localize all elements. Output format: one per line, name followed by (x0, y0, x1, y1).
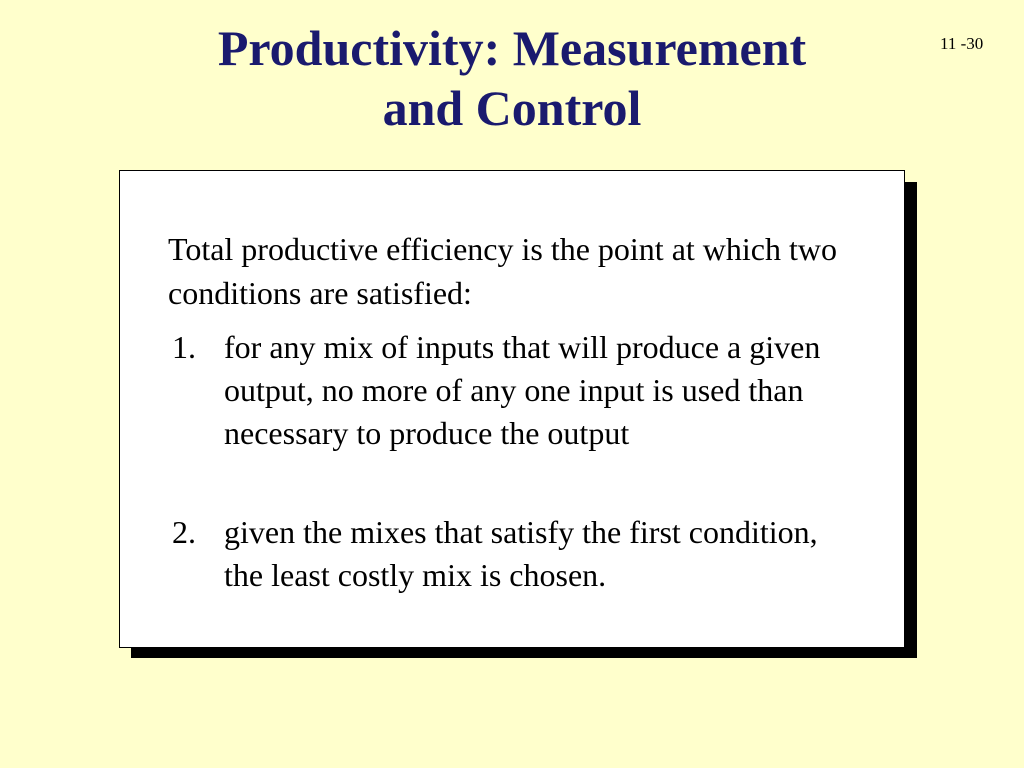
list-item-number: 2. (172, 514, 196, 550)
intro-text: Total productive efficiency is the point at which two conditions are satisfied: (168, 231, 837, 311)
list-item-text: for any mix of inputs that will produce a given output, no more of any one input is used than necessary to produce the output (224, 329, 821, 451)
slide-title (0, 18, 1024, 138)
content-box (119, 170, 905, 648)
slide-number: 11 -30 (940, 34, 984, 53)
list-item-number: 1. (172, 329, 196, 365)
slide-title-line-1: Productivity: Measurement (217, 20, 807, 76)
list-item-text: given the mixes that satisfy the first condition, the least costly mix is chosen. (224, 514, 818, 593)
slide-title-line-2: and Control (382, 80, 642, 136)
